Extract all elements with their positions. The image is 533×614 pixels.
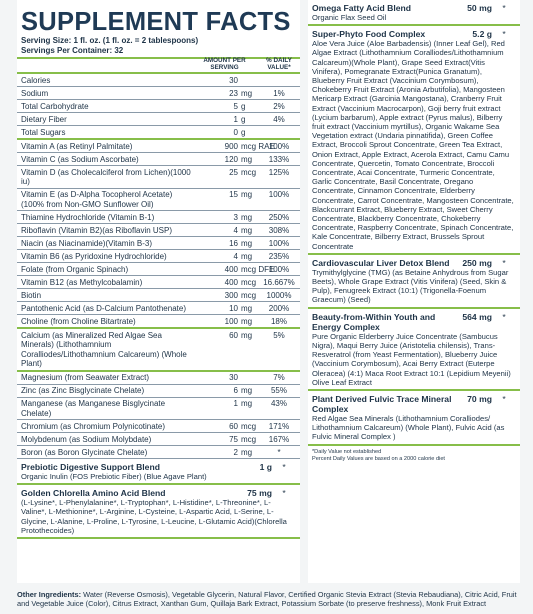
nutrient-name: Chromium (as Chromium Polynicotinate) xyxy=(21,421,166,431)
nutrient-unit: mg xyxy=(241,212,253,222)
amount-header: AMOUNT PER SERVING xyxy=(203,57,246,71)
blend-amount: 50 mg xyxy=(467,3,492,13)
footnote-dv: *Daily Value not established xyxy=(312,448,382,455)
blend-block xyxy=(308,255,520,309)
blend-ingredients: Aloe Vera Juice (Aloe Barbadensis) (Inner Leaf Gel), Red Algae Extract (Lithothamnium Coralliodes/Lithothamnium Calcareum)(Whole Plant), Grape Seed Extract(Vitis Vinifera), Pomegranate Extract(Punica Granatum), Blueberry Fruit Extract (Vaccinium Corymbosum), Chokeberry Fruit Extract (Aronia Arbutifolia), Mangosteen Mericarp Extract (Garcinia Mangostana), Cranberry Fruit Extract (Vaccinium Macrocarpon), Goji berry fruit extract (Lycium barbarum), Apple extract (Pyrus malus), Bilberry fruit extract (Vaccinium myrtillus), Organic Wakame Sea Vegetation extract (Undaria pinnatifida), Green Coffee Extract, Broccoli Sprout Concentrate, Green Tea Extract, Onion Extract, Apple Extract, Acerola Extract, Camu Camu Concentrate, Quercetin, Tomato Concentrate, Broccoli Concentrate, Acai Concentrate, Turmeric Concentrate, Garlic Concentrate, Basil Concentrate, Oregano Concentrate, Cinnamon Concentrate, Elderberry Concentrate, Carrot Concentrate, Mangosteen Concentrate, Blackcurrant Extract, Blueberry Extract, Sweet Cherry Concentrate, Blackberry Concentrate, Chokeberry Concentrate, Raspberry Concentrate, Spinach Concentrate, Kale Concentrate, Bilberry Extract, Brussels Sprout Concentrate xyxy=(312,39,514,251)
nutrient-unit: mg xyxy=(241,330,253,340)
table-row xyxy=(17,153,300,166)
nutrient-name: Total Sugars xyxy=(21,127,66,137)
blend-dv: * xyxy=(502,311,506,322)
nutrient-unit: mg xyxy=(241,238,253,248)
nutrient-dv: 7% xyxy=(273,373,285,382)
nutrient-dv: 100% xyxy=(268,238,290,248)
nutrient-unit: mg xyxy=(241,88,253,98)
nutrient-amount: 300 xyxy=(224,290,238,300)
nutrient-amount: 60 xyxy=(229,421,238,431)
nutrient-dv: 55% xyxy=(270,386,287,395)
nutrient-amount: 1 xyxy=(233,114,238,124)
nutrient-unit: mcg xyxy=(241,421,257,431)
table-row xyxy=(17,237,300,250)
nutrient-unit: mcg RAE xyxy=(241,141,275,151)
nutrient-unit: mg xyxy=(241,386,253,395)
blend-block xyxy=(17,485,300,539)
nutrient-unit: g xyxy=(241,114,246,124)
blend-amount: 1 g xyxy=(259,462,272,472)
nutrient-name: Vitamin C (as Sodium Ascorbate) xyxy=(21,154,139,164)
nutrient-amount: 2 xyxy=(233,447,238,457)
nutrient-dv: 235% xyxy=(268,251,290,261)
nutrient-dv: 100% xyxy=(268,190,290,199)
blend-block xyxy=(308,309,520,391)
nutrient-amount: 1 xyxy=(233,399,238,408)
nutrient-amount: 5 xyxy=(233,101,238,111)
nutrient-amount: 15 xyxy=(229,190,238,199)
nutrient-name: Choline (from Choline Bitartrate) xyxy=(21,316,136,326)
table-row xyxy=(17,189,300,212)
nutrient-name: Vitamin E (as D-Alpha Tocopherol Acetate) (100% from Non-GMO Sunflower Oil) xyxy=(21,190,173,209)
nutrient-amount: 6 xyxy=(233,386,238,395)
blend-header xyxy=(312,258,516,268)
nutrient-name: Manganese (as Manganese Bisglycinate Chelate) xyxy=(21,399,166,418)
blend-amount: 5.2 g xyxy=(472,29,492,40)
nutrient-amount: 23 xyxy=(229,88,238,98)
table-row xyxy=(17,126,300,140)
blend-name: Prebiotic Digestive Support Blend xyxy=(21,462,160,472)
footnotes xyxy=(308,446,520,466)
blend-header xyxy=(312,394,516,414)
table-row xyxy=(17,329,300,372)
nutrient-name: Total Carbohydrate xyxy=(21,101,89,111)
nutrient-name: Folate (from Organic Spinach) xyxy=(21,264,129,274)
table-row xyxy=(17,140,300,153)
nutrient-dv: 308% xyxy=(268,225,290,235)
blend-dv: * xyxy=(502,29,506,40)
nutrient-name: Boron (as Boron Glycinate Chelate) xyxy=(21,447,148,457)
blend-header xyxy=(21,462,296,472)
nutrient-amount: 25 xyxy=(229,167,238,177)
nutrient-name: Vitamin B12 (as Methylcobalamin) xyxy=(21,277,143,287)
nutrient-amount: 60 xyxy=(229,330,238,340)
blend-name: Cardiovascular Liver Detox Blend xyxy=(312,257,450,268)
nutrient-name: Riboflavin (Vitamin B2)(as Riboflavin USP) xyxy=(21,225,173,235)
page-title: SUPPLEMENT FACTS xyxy=(21,8,291,36)
nutrient-unit: g xyxy=(241,127,246,137)
blend-header xyxy=(21,488,296,498)
nutrient-unit: mg xyxy=(241,251,253,261)
nutrient-dv: 5% xyxy=(273,330,285,340)
blend-name: Golden Chlorella Amino Acid Blend xyxy=(21,488,166,499)
blends-panel xyxy=(308,0,520,583)
blend-header xyxy=(312,312,516,332)
nutrient-dv: 43% xyxy=(270,399,287,408)
nutrient-name: Vitamin A (as Retinyl Palmitate) xyxy=(21,141,133,151)
nutrient-amount: 30 xyxy=(229,373,238,382)
nutrient-dv: 100% xyxy=(268,141,290,151)
nutrient-unit: mcg xyxy=(241,167,257,177)
table-row xyxy=(17,398,300,421)
nutrient-name: Calcium (as Mineralized Red Algae Sea Minerals) (Lithothamnium Coralliodes/Lithothamnium Calcareum) (Whole Plant) xyxy=(21,330,187,368)
nutrient-dv: 2% xyxy=(273,101,285,111)
blend-ingredients: Organic Inulin (FOS Prebiotic Fiber) (Blue Agave Plant) xyxy=(21,472,207,481)
nutrient-dv: 167% xyxy=(268,434,290,444)
table-row xyxy=(17,263,300,276)
nutrient-amount: 30 xyxy=(229,75,238,85)
other-ingredients xyxy=(17,590,527,608)
supplement-facts-panel xyxy=(17,0,300,583)
nutrient-dv: 125% xyxy=(268,167,290,177)
blend-header xyxy=(312,29,516,39)
nutrient-unit: mg xyxy=(241,316,253,326)
table-row xyxy=(17,87,300,100)
nutrient-amount: 3 xyxy=(233,212,238,222)
nutrient-unit: mg xyxy=(241,190,253,199)
nutrient-name: Thiamine Hydrochloride (Vitamin B-1) xyxy=(21,212,155,222)
nutrient-unit: g xyxy=(241,101,246,111)
nutrient-dv: 16.667% xyxy=(263,277,295,287)
table-row xyxy=(17,289,300,302)
blend-header xyxy=(312,3,516,13)
dv-header: % DAILY VALUE* xyxy=(266,57,292,71)
nutrient-dv: 1% xyxy=(273,88,285,98)
nutrient-amount: 4 xyxy=(233,225,238,235)
blend-ingredients: Red Algae Sea Minerals (Lithothamnium Coralliodes/ Lithothamnium Calcareum) (Whole Plant), Fulvic Acid (as Fulvic Mineral Complex ) xyxy=(312,413,505,442)
other-ingredients-label: Other Ingredients: xyxy=(17,590,82,599)
nutrient-dv: 200% xyxy=(268,303,290,313)
nutrient-name: Zinc (as Zinc Bisglycinate Chelate) xyxy=(21,386,145,395)
table-header xyxy=(17,57,300,74)
blend-block xyxy=(308,0,520,26)
nutrient-unit: mg xyxy=(241,447,253,457)
nutrient-unit: mcg xyxy=(241,277,257,287)
nutrient-dv: 171% xyxy=(268,421,290,431)
nutrient-amount: 0 xyxy=(233,127,238,137)
nutrient-dv: 250% xyxy=(268,212,290,222)
nutrient-name: Biotin xyxy=(21,290,42,300)
table-row xyxy=(17,420,300,433)
table-row xyxy=(17,113,300,126)
nutrient-unit: mg xyxy=(241,303,253,313)
nutrient-dv: 133% xyxy=(268,154,290,164)
nutrient-name: Pantothenic Acid (as D-Calcium Pantothenate) xyxy=(21,303,186,313)
nutrient-amount: 400 xyxy=(224,277,238,287)
nutrient-amount: 100 xyxy=(224,316,238,326)
blend-ingredients: (L-Lysine*, L-Phenylalanine*, L-Tryptophan*, L-Histidine*, L-Threonine*, L-Valine*, L-Methionine*, L-Arginine, L-Cysteine, L-Aspartic Acid, L-Serine, L-Glycine, L-Alanine, L-Proline, L-Tyrosine, L-Leucine, L-Glutamic Acid)(Chlorella Protothecoides) xyxy=(21,498,287,535)
table-row xyxy=(17,276,300,289)
table-row xyxy=(17,302,300,315)
table-row xyxy=(17,250,300,263)
nutrient-name: Calories xyxy=(21,75,51,85)
right-blends xyxy=(308,0,520,446)
blend-ingredients: Pure Organic Elderberry Juice Concentrate (Sambucus Nigra), Maqui Berry Juice (Aristotelia chilensis), Trans-Resveratrol (from Yeast Fermentation), Blueberry Juice (Vaccinium Corymbosum), Acai Berry Extract (Euterpe Oleracea) (4:1) Maca Root Extract 10:1 (Lepidium Meyenii) Olive Leaf Extract xyxy=(312,331,511,387)
left-blends xyxy=(17,459,300,539)
blend-dv: * xyxy=(282,488,286,499)
table-row xyxy=(17,211,300,224)
other-ingredients-text: Water (Reverse Osmosis), Vegetable Glycerin, Natural Flavor, Certified Organic Stevia Extract (Stevia Rebaudiana), Citric Acid, Fruit and Vegetable Juice (Color), Citrus Extract, Xanthan Gum, Quillaja Bark Extract, Potassium Sorbate (to preserve freshness), Monk Fruit Extract xyxy=(17,590,517,609)
footnote-calorie: Percent Daily Values are based on a 2000 calorie diet xyxy=(312,455,445,462)
nutrient-table xyxy=(17,74,300,459)
nutrient-unit: mg xyxy=(241,225,253,235)
nutrient-amount: 400 xyxy=(224,264,238,274)
nutrient-dv: 4% xyxy=(273,114,285,124)
table-row xyxy=(17,446,300,459)
nutrient-amount: 75 xyxy=(229,434,238,444)
nutrient-amount: 900 xyxy=(224,141,238,151)
blend-amount: 70 mg xyxy=(467,393,492,404)
blend-block xyxy=(308,26,520,255)
blend-name: Beauty-from-Within Youth and Energy Complex xyxy=(312,311,436,332)
blend-dv: * xyxy=(502,257,506,268)
nutrient-amount: 120 xyxy=(224,154,238,164)
nutrient-unit: mcg xyxy=(241,290,257,300)
nutrient-name: Dietary Fiber xyxy=(21,114,67,124)
nutrient-dv: 100% xyxy=(268,264,290,274)
nutrient-name: Niacin (as Niacinamide)(Vitamin B-3) xyxy=(21,238,153,248)
table-row xyxy=(17,224,300,237)
nutrient-name: Sodium xyxy=(21,88,49,98)
table-row xyxy=(17,372,300,385)
nutrient-amount: 16 xyxy=(229,238,238,248)
table-row xyxy=(17,166,300,189)
nutrient-dv: 18% xyxy=(270,316,287,326)
blend-block xyxy=(17,459,300,485)
blend-block xyxy=(308,391,520,446)
table-row xyxy=(17,433,300,446)
servings-per-container: Servings Per Container: 32 xyxy=(21,45,124,55)
blend-dv: * xyxy=(502,3,506,13)
table-row xyxy=(17,385,300,398)
blend-ingredients: Organic Flax Seed Oil xyxy=(312,13,387,22)
nutrient-unit: mg xyxy=(241,154,253,164)
blend-name: Plant Derived Fulvic Trace Mineral Complex xyxy=(312,393,452,414)
blend-amount: 75 mg xyxy=(247,488,272,499)
nutrient-unit: mg xyxy=(241,399,253,408)
table-row xyxy=(17,315,300,329)
nutrient-name: Molybdenum (as Sodium Molybdate) xyxy=(21,434,152,444)
nutrient-name: Vitamin B6 (as Pyridoxine Hydrochloride) xyxy=(21,251,167,261)
nutrient-unit: mcg DFE xyxy=(241,264,275,274)
blend-name: Super-Phyto Food Complex xyxy=(312,29,426,40)
blend-dv: * xyxy=(502,393,506,404)
table-row xyxy=(17,100,300,113)
nutrient-name: Vitamin D (as Cholecalciferol from Lichen)(1000 iu) xyxy=(21,167,191,186)
nutrient-amount: 4 xyxy=(233,251,238,261)
nutrient-dv: * xyxy=(277,447,281,457)
blend-ingredients: Trymithylglycine (TMG) (as Betaine Anhydrous from Sugar Beets), Whole Grape Extract (Vitis Vinifera) (Seed, Skin & Pulp), Fenugreek Extract (10:1) (Trigonella-Foenum Graecum) (Seed) xyxy=(312,267,509,305)
blend-dv: * xyxy=(282,462,286,472)
nutrient-name: Magnesium (from Seawater Extract) xyxy=(21,373,150,382)
serving-size: Serving Size: 1 fl. oz. (1 fl. oz. = 2 tablespoons) xyxy=(21,36,199,45)
table-row xyxy=(17,74,300,87)
blend-amount: 564 mg xyxy=(462,311,492,322)
nutrient-unit: mcg xyxy=(241,434,257,444)
nutrient-amount: 10 xyxy=(229,303,238,313)
blend-amount: 250 mg xyxy=(462,257,492,268)
blend-name: Omega Fatty Acid Blend xyxy=(312,3,412,13)
nutrient-dv: 1000% xyxy=(266,290,292,300)
